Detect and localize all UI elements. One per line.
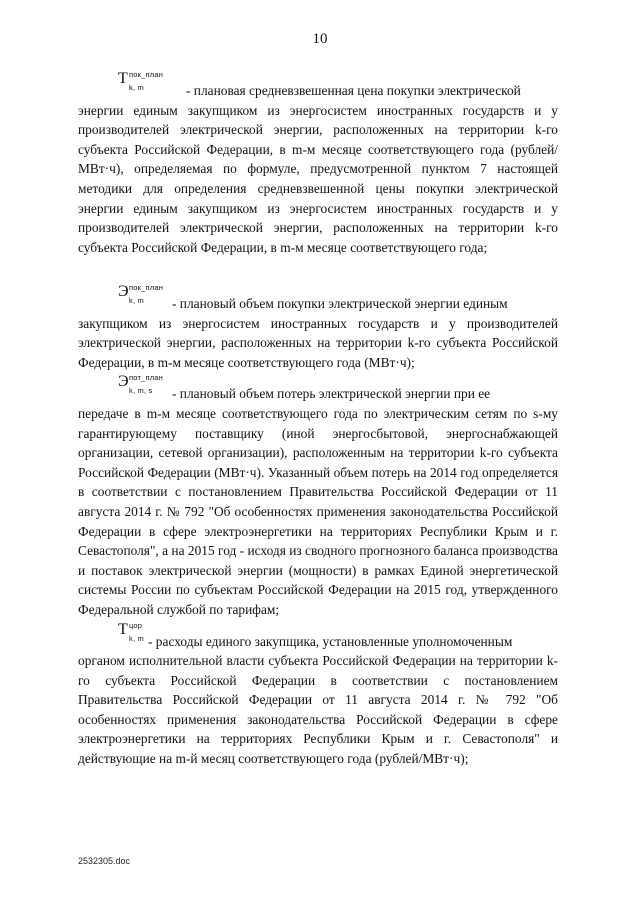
definition-text: передаче в m-м месяце соответствующего года по электрическим сетям по s-му гарантирующему поставщику (иной энергосбытовой, энергоснабжающей организации, сетевой организации), расположенным на территории k-го субъекта Российской Федерации (МВт·ч). Указанный объем потерь на 2014 год определяется в соответствии с постановлением Правительства Российской Федерации от 11 августа 2014 г. № 792 "Об особенностях применения законодательства Российской Федерации в сфере электроэнергетики на территориях Республики Крым и г. Севастополя", а на 2015 год - исходя из сводного прогнозного баланса производства и поставок электрической энергии (мощности) в рамках Единой энергетической системы России по субъектам Российской Федерации на 2015 год, утвержденного Федеральной службой по тарифам; bbox=[78, 405, 558, 617]
page-number: 10 bbox=[312, 31, 328, 47]
formula-symbol: T пок_план k, m bbox=[118, 70, 164, 92]
document-body bbox=[78, 68, 558, 769]
definition-term-2 bbox=[78, 285, 558, 372]
formula-symbol: T цор k, m bbox=[118, 620, 144, 643]
definition-first-line: - расходы единого закупщика, установленные уполномоченным bbox=[148, 633, 513, 649]
definition-first-line: - плановый объем потерь электрической энергии при ее bbox=[172, 386, 491, 402]
definition-term-3 bbox=[78, 375, 558, 619]
formula-symbol: Э пок_план k, m bbox=[118, 283, 164, 305]
definition-text: энергии единым закупщиком из энергосистем иностранных государств и у производителей электрической энергии, расположенных на территории k-го субъекта Российской Федерации, в m-м месяце соответствующего года (рублей/МВт·ч), определяемая по формуле, предусмотренной пунктом 7 настоящей методики для определения средневзвешенной цены покупки электрической энергии единым закупщиком из энергосистем иностранных государств и у производителей электрической энергии, расположенных на территории k-го субъекта Российской Федерации, в m-м месяце соответствующего года; bbox=[78, 102, 558, 255]
definition-term-1 bbox=[78, 72, 558, 282]
definition-first-line: - плановый объем покупки электрической энергии единым bbox=[172, 296, 508, 311]
definition-text: органом исполнительной власти субъекта Российской Федерации на территории k-го субъекта Российской Федерации в соответствии с постановлением Правительства Российской Федерации от 11 августа 2014 г. № 792 "Об особенностях применения законодательства Российской Федерации в сфере электроэнергетики на территориях Республики Крым и г. Севастополя" и действующие на m-й месяц соответствующего года (рублей/МВт·ч); bbox=[78, 653, 558, 767]
definition-first-line: - плановая средневзвешенная цена покупки электрической bbox=[186, 83, 521, 98]
file-name-footer: 2532305.doc bbox=[78, 856, 131, 866]
formula-symbol: Э пот_план k, m, s bbox=[118, 373, 164, 396]
definition-text: закупщиком из энергосистем иностранных государств и у производителей электрической энергии, расположенных на территории k-го субъекта Российской Федерации, в m-м месяце соответствующего года (МВт·ч); bbox=[78, 315, 558, 370]
definition-term-4 bbox=[78, 620, 558, 769]
